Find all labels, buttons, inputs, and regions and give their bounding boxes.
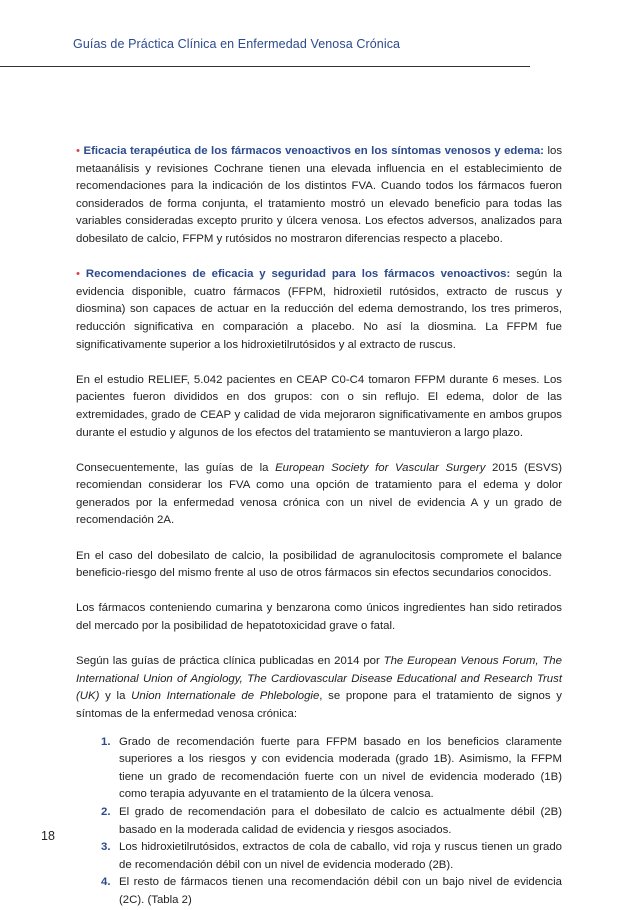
list-item (101, 874, 562, 909)
efficacy-text: los metaanálisis y revisiones Cochrane tienen una elevada influencia en el establecimiento de recomendaciones para la indicación de los distintos FVA. Cuando todos los fármacos fueron considerados de forma conjunta, el tratamiento mostró un elevado beneficio para todas las variables consideradas excepto prurito y úlcera venosa. Los efectos adversos, analizados para dobesilato de calcio, FFPM y rutósidos no mostraron diferencias respecto a placebo. (76, 145, 563, 245)
guidelines-text-2: y la (99, 690, 132, 703)
list-item-text: El resto de fármacos tienen una recomendación débil con un bajo nivel de evidencia (2C). (Tabla 2) (119, 876, 562, 906)
list-item-text: Los hidroxietilrutósidos, extractos de cola de caballo, vid roja y ruscus tienen un grado de recomendación débil con un nivel de evidencia moderado (2B). (119, 841, 562, 871)
page-number: 18 (41, 829, 55, 843)
running-header-title: Guías de Práctica Clínica en Enfermedad Venosa Crónica (73, 37, 401, 51)
guidelines-text-1: Según las guías de práctica clínica publicadas en 2014 por (76, 655, 384, 668)
list-number: 4. (101, 876, 111, 889)
paragraph-guidelines (76, 653, 562, 723)
list-number: 2. (101, 805, 111, 818)
list-number: 1. (101, 735, 111, 748)
paragraph-esvs (76, 460, 562, 530)
guidelines-uip: Union Internationale de Phlebologie (131, 690, 320, 703)
list-item (101, 804, 562, 839)
guidelines-organizations: The European Venous Forum, The International Union of Angiology, The Cardiovascular Disease Educational and Research Trust (UK) (76, 655, 562, 703)
list-item-text: Grado de recomendación fuerte para FFPM basado en los beneficios claramente superiores a los riesgos y con evidencia moderada (grado 1B). Asimismo, la FFPM tiene un grado de recomendación fuerte con un nivel de evidencia moderado (1B) como terapia adyuvante en el tratamiento de la úlcera venosa. (119, 735, 562, 801)
paragraph-efficacy (76, 143, 562, 249)
header-divider (0, 66, 530, 67)
recommendations-heading: Recomendaciones de eficacia y seguridad para los fármacos venoactivos: (85, 268, 511, 281)
list-item (101, 839, 562, 874)
esvs-text-before: Consecuentemente, las guías de la (76, 461, 276, 474)
list-item-text: El grado de recomendación para el dobesilato de calcio es actualmente débil (2B) basado en la moderada calidad de evidencia y riesgos asociados. (119, 805, 562, 836)
page-body (76, 143, 562, 910)
paragraph-withdrawn: Los fármacos conteniendo cumarina y benzarona como únicos ingredientes han sido retirados del mercado por la posibilidad de hepatotoxicidad grave o fatal. (76, 602, 562, 633)
paragraph-relief: En el estudio RELIEF, 5.042 pacientes en CEAP C0-C4 tomaron FFPM durante 6 meses. Los pacientes fueron divididos en dos grupos: con o sin reflujo. El edema, dolor de las extremidades, grado de CEAP y calidad de vida mejoraron significativamente en ambos grupos durante el estudio y algunos de los efectos del tratamiento se mantuvieron a largo plazo. (76, 373, 562, 439)
bullet-icon: • (76, 145, 80, 157)
guidelines-text-3: , se propone para el tratamiento de signos y síntomas de la enfermedad venosa crónica: (76, 690, 562, 720)
paragraph-recommendations (76, 266, 562, 354)
list-number: 3. (101, 841, 111, 854)
efficacy-heading: Eficacia terapéutica de los fármacos venoactivos en los síntomas venosos y edema: (83, 145, 544, 157)
recommendations-text: según la evidencia disponible, cuatro fármacos (FFPM, hidroxietil rutósidos, extracto de ruscus y diosmina) son capaces de actuar en la reducción del edema demostrando, los tres primeros, reducción significativa en comparación a placebo. No así la diosmina. La FFPM fue significativamente superior a los hidroxietilrutósidos y al extracto de ruscus. (76, 268, 562, 351)
esvs-text-after: 2015 (ESVS) recomiendan considerar los FVA como una opción de tratamiento para el edema y dolor generados por la enfermedad venosa crónica con un nivel de evidencia A y un grado de recomendación 2A. (76, 461, 562, 527)
bullet-icon: • (76, 268, 80, 281)
list-item (101, 734, 562, 804)
paragraph-dobesilate: En el caso del dobesilato de calcio, la posibilidad de agranulocitosis compromete el balance beneficio-riesgo del mismo frente al uso de otros fármacos sin efectos secundarios conocidos. (76, 549, 562, 580)
recommendation-list (76, 734, 562, 910)
esvs-society-name: European Society for Vascular Surgery (275, 461, 486, 474)
